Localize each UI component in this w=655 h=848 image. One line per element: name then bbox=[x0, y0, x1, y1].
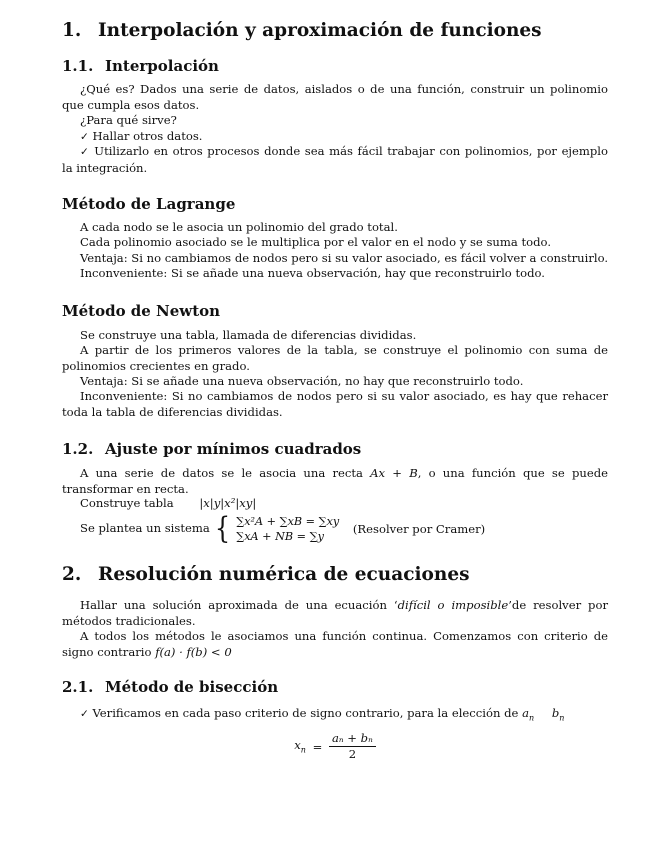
section-title: Interpolación y aproximación de funciones bbox=[98, 20, 542, 41]
newton-p1: Se construye una tabla, llamada de diferencias divididas. bbox=[80, 328, 417, 342]
subsection-number: 1.2. bbox=[62, 440, 94, 458]
lagrange-line-4: Inconveniente: Si se añade una nueva observación, hay que reconstruirlo todo. bbox=[80, 266, 545, 280]
resolucion-p1: Hallar una solución aproximada de una ecuación ‘difícil o imposible’de resolver por métodos tradicionales. bbox=[62, 598, 608, 628]
section-2-heading bbox=[62, 564, 470, 585]
fraction-numerator: aₙ + bₙ bbox=[329, 731, 376, 747]
subsection-number: 2.1. bbox=[62, 678, 94, 696]
subsection-1-1-heading bbox=[62, 57, 219, 75]
tabla-columns: |x|y|x²|xy| bbox=[199, 496, 257, 510]
section-1-heading bbox=[62, 20, 542, 41]
sistema-row: Se plantea un sistema { ∑x²A + ∑xB = ∑xy ∑xA + NB = ∑y (Resolver por Cramer) bbox=[80, 511, 486, 546]
newton-heading: Método de Newton bbox=[62, 302, 221, 320]
interpolacion-item-2: ✓ Utilizarlo en otros procesos donde sea más fácil trabajar con polinomios, por ejemplo la integración. bbox=[62, 144, 608, 175]
section-number: 2. bbox=[62, 564, 82, 585]
biseccion-formula: $x_n$ = $\frac{\text{aₙ + bₙ}}{2}$ bbox=[62, 731, 608, 762]
lagrange-line-2: Cada polinomio asociado se le multiplica por el valor en el nodo y se suma todo. bbox=[80, 235, 552, 249]
left-brace-icon: { bbox=[215, 511, 231, 546]
subsection-title: Ajuste por mínimos cuadrados bbox=[105, 440, 362, 458]
newton-p3: Ventaja: Si se añade una nueva observación, no hay que reconstruirlo todo. bbox=[80, 374, 524, 388]
interpolacion-item-1: ✓ Hallar otros datos. bbox=[80, 129, 203, 143]
fraction bbox=[329, 731, 376, 762]
biseccion-p1: ✓ Verificamos en cada paso criterio de signo contrario, para la elección de $a_n$ $b_n$ bbox=[80, 706, 565, 723]
lagrange-heading: Método de Lagrange bbox=[62, 195, 236, 213]
formula-lhs: $x_n$ bbox=[294, 738, 306, 755]
section-title: Resolución numérica de ecuaciones bbox=[98, 564, 470, 585]
interpolacion-para-que: ¿Para qué sirve? bbox=[80, 113, 177, 127]
subsection-title: Método de bisección bbox=[105, 678, 279, 696]
b-n: $b_n$ bbox=[551, 706, 565, 723]
subsection-title: Interpolación bbox=[105, 57, 219, 75]
newton-p2: A partir de los primeros valores de la tabla, se construye el polinomio con suma de polinomios crecientes en grado. bbox=[62, 343, 608, 373]
resolucion-p2: A todos los métodos le asociamos una función continua. Comenzamos con criterio de signo contrario f(a) · f(b) < 0 bbox=[62, 629, 608, 659]
check-icon: ✓ bbox=[80, 131, 89, 143]
subsection-number: 1.1. bbox=[62, 57, 94, 75]
cramer-note: (Resolver por Cramer) bbox=[352, 522, 486, 536]
subsection-1-2-heading bbox=[62, 440, 361, 458]
check-icon: ✓ bbox=[80, 708, 89, 720]
lagrange-line-1: A cada nodo se le asocia un polinomio del grado total. bbox=[80, 220, 398, 234]
a-n: $a_n$ bbox=[522, 706, 535, 723]
lagrange-line-3: Ventaja: Si no cambiamos de nodos pero si su valor asociado, es fácil volver a construirlo. bbox=[80, 251, 609, 265]
section-number: 1. bbox=[62, 20, 82, 41]
construye-tabla-row: Construye tabla |x|y|x²|xy| bbox=[80, 496, 257, 510]
normal-equations bbox=[236, 514, 339, 544]
check-icon: ✓ bbox=[80, 146, 90, 158]
fraction-denominator: 2 bbox=[348, 747, 357, 761]
ajuste-p1: A una serie de datos se le asocia una recta Ax + B, o una función que se puede transformar en recta. bbox=[62, 466, 608, 496]
newton-p4: Inconveniente: Si no cambiamos de nodos pero si su valor asociado, es hay que rehacer toda la tabla de diferencias divididas. bbox=[62, 389, 608, 419]
subsection-2-1-heading bbox=[62, 678, 278, 696]
interpolacion-que-es: ¿Qué es? Dados una serie de datos, aislados o de una función, construir un polinomio que cumpla esos datos. bbox=[62, 82, 608, 112]
equation-2: ∑xA + NB = ∑y bbox=[236, 530, 324, 543]
equation-1: ∑x²A + ∑xB = ∑xy bbox=[236, 515, 340, 528]
